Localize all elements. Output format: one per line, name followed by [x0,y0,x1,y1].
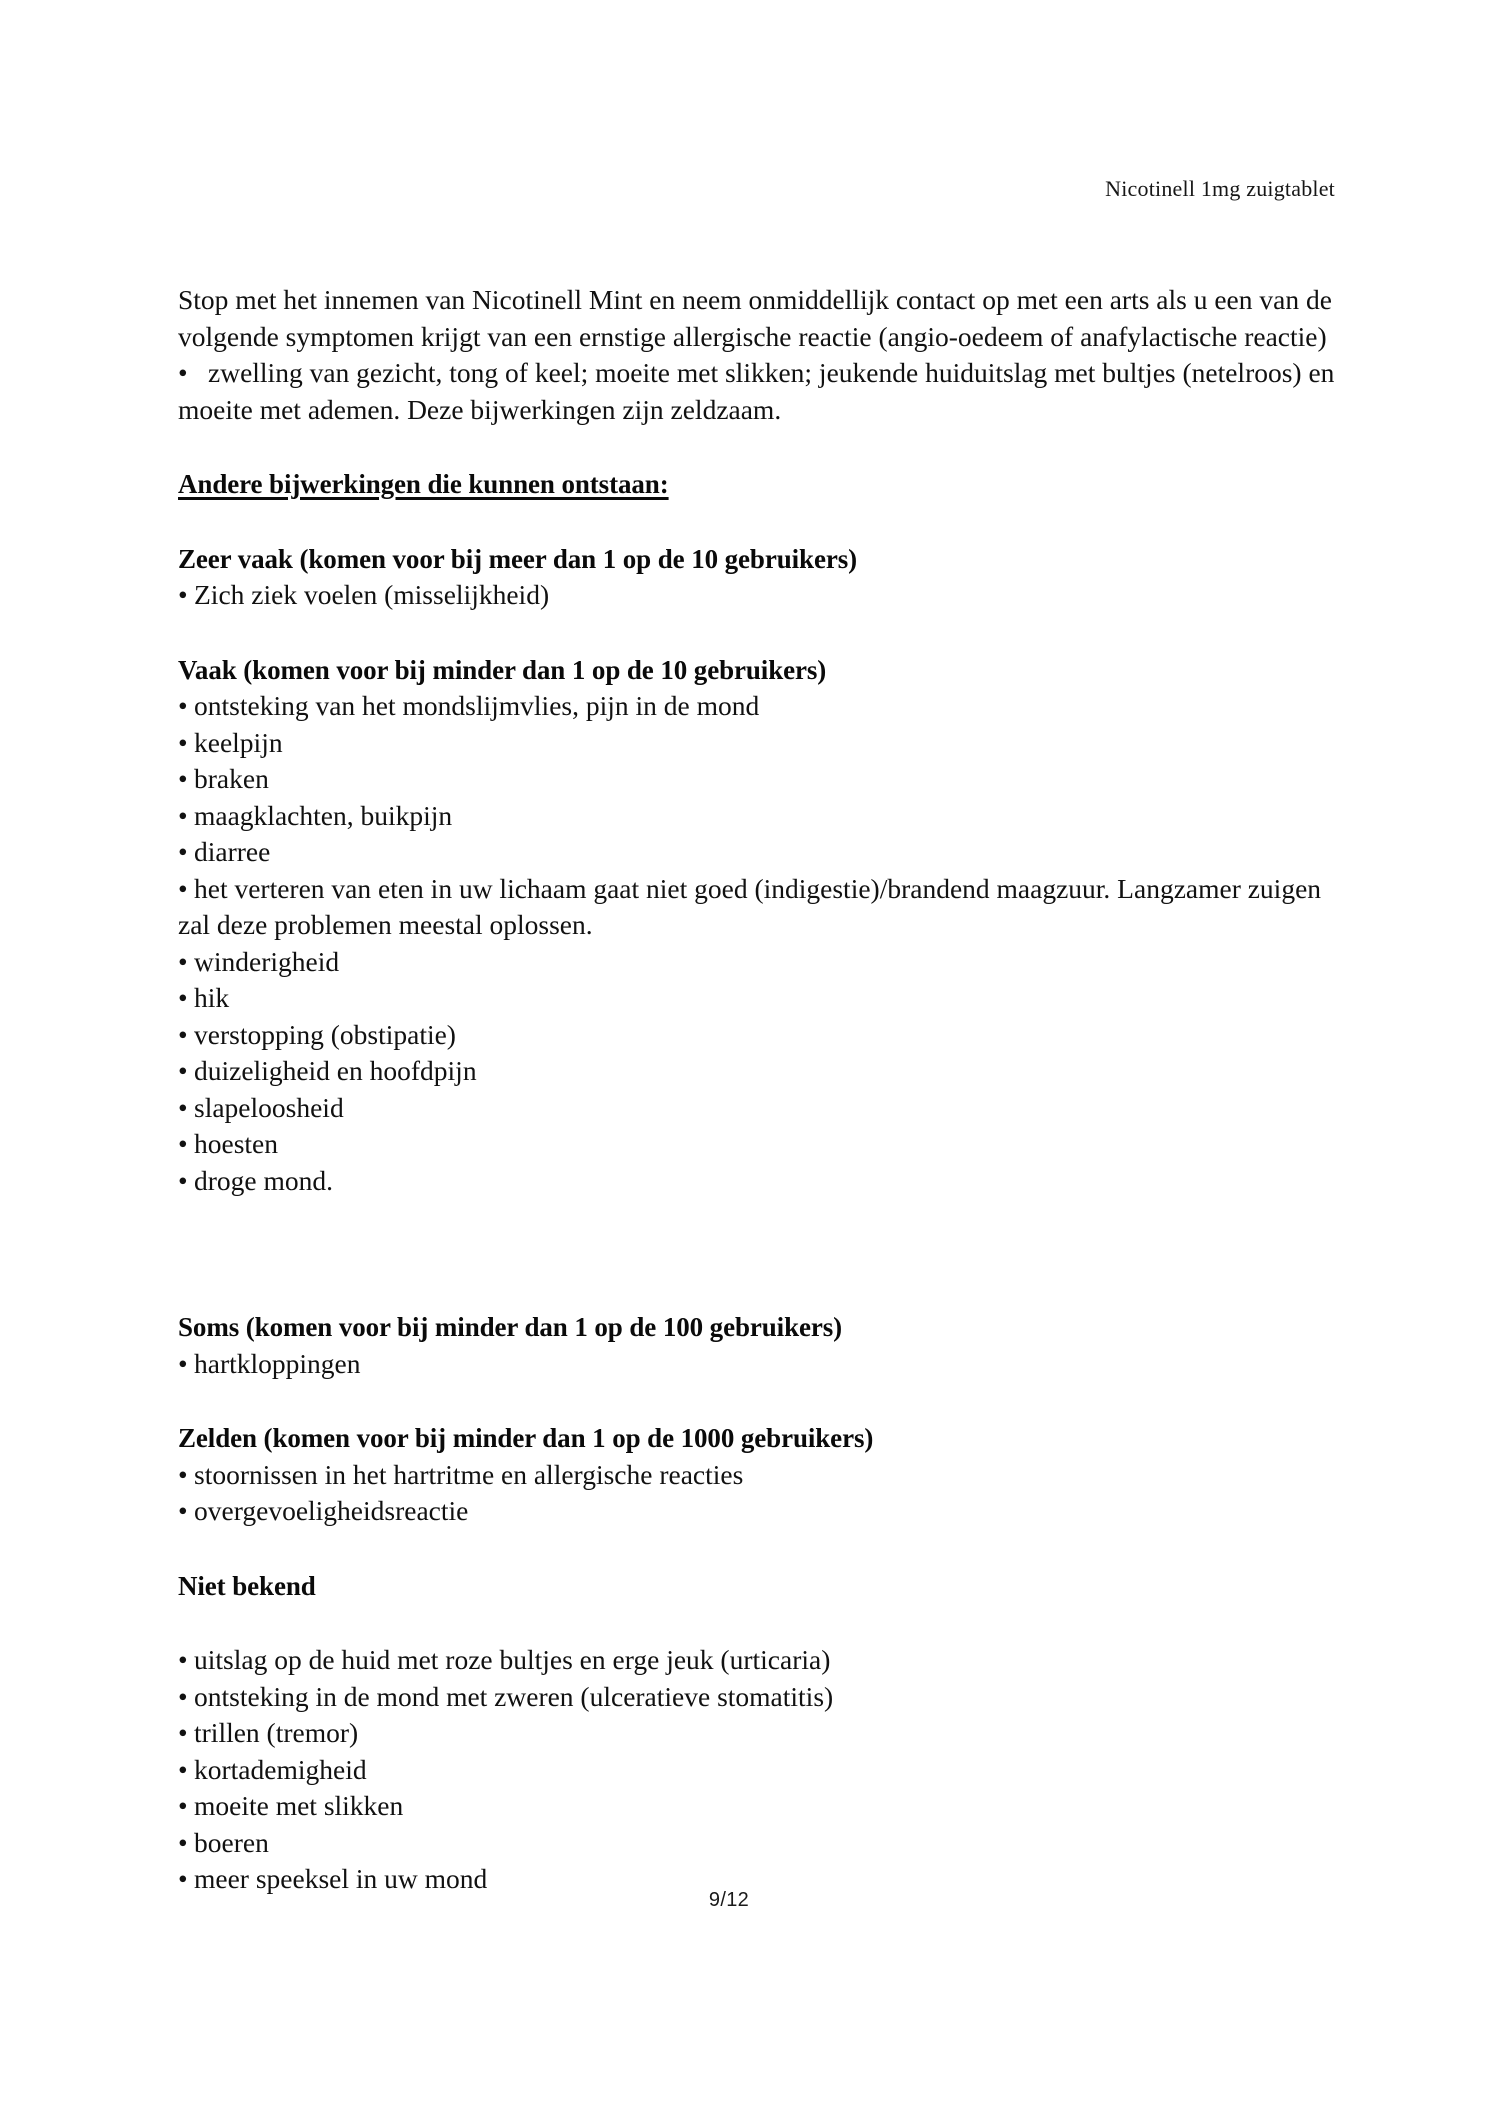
intro-bullet-text: zwelling van gezicht, tong of keel; moeite met slikken; jeukende huiduitslag met bultjes (netelroos) en moeite met ademen. Deze bijwerkingen zijn zeldzaam. [178,357,1335,425]
list-item [178,834,1338,871]
list-item [178,1493,1338,1530]
list-item-text: Zich ziek voelen (misselijkheid) [194,579,550,610]
bullet-glyph-icon: • [178,579,188,610]
bullet-glyph-icon: • [178,1458,188,1490]
list-item [178,1752,1338,1789]
list-item [178,725,1338,762]
list-item [178,1090,1338,1127]
list-item-text: het verteren van eten in uw lichaam gaat niet goed (indigestie)/brandend maagzuur. Langzamer zuigen zal deze problemen meestal oplossen. [178,872,1322,940]
bullet-glyph-icon: • [178,1091,188,1123]
list-item [178,1825,1338,1862]
list-item [178,871,1338,944]
bullet-glyph-icon: • [178,1164,188,1196]
bullet-glyph-icon: • [178,1128,188,1159]
list-item [178,980,1338,1017]
list-item [178,1053,1338,1090]
list-item-text: meer speeksel in uw mond [194,1863,488,1894]
section-heading-soms: Soms (komen voor bij minder dan 1 op de 100 gebruikers) [178,1312,843,1342]
bullet-glyph-icon: • [178,726,188,758]
intro-bullet-item [178,355,1338,428]
list-item-text: hartkloppingen [194,1347,361,1379]
section-heading-zeer-vaak: Zeer vaak (komen voor bij meer dan 1 op de 10 gebruikers) [178,543,858,574]
running-header: Nicotinell 1mg zuigtablet [1105,176,1335,201]
spacer [178,1199,1338,1309]
bullet-glyph-icon: • [178,690,188,721]
list-item [178,688,1338,725]
other-effects-heading: Andere bijwerkingen die kunnen ontstaan: [178,469,669,499]
bullet-glyph-icon: • [178,1495,188,1526]
list-item-text: slapeloosheid [194,1091,344,1123]
list-item [178,798,1338,835]
document-body [178,282,1338,1898]
bullet-glyph-icon: • [178,1055,188,1086]
section-list-soms [178,1346,1338,1383]
list-item-text: hoesten [194,1128,279,1159]
list-item-text: stoornissen in het hartritme en allergische reacties [194,1458,744,1490]
bullet-glyph-icon: • [178,1753,188,1785]
section-list-niet-bekend [178,1642,1338,1898]
list-item-text: droge mond. [194,1164,334,1196]
section-heading-zelden: Zelden (komen voor bij minder dan 1 op de 1000 gebruikers) [178,1423,874,1453]
bullet-glyph-icon: • [178,1644,188,1675]
intro-paragraph: Stop met het innemen van Nicotinell Mint en neem onmiddellijk contact op met een arts als u een van de volgende symptomen krijgt van een ernstige allergische reactie (angio-oedeem of anafylactische reactie) [178,284,1332,352]
list-item [178,1679,1338,1716]
spacer [178,1382,1338,1420]
section-list-zeer-vaak [178,577,1338,614]
list-item-text: winderigheid [194,945,340,977]
list-item-text: maagklachten, buikpijn [194,799,453,831]
list-item-text: keelpijn [194,726,283,758]
list-item [178,944,1338,981]
bullet-glyph-icon: • [178,1717,188,1748]
bullet-glyph-icon: • [178,1680,188,1712]
section-heading-niet-bekend: Niet bekend [178,1570,316,1601]
list-item-text: hik [194,982,230,1013]
bullet-glyph-icon: • [178,872,188,904]
spacer [178,1530,1338,1568]
list-item [178,1788,1338,1825]
list-item [178,1346,1338,1383]
bullet-glyph-icon: • [178,1826,188,1858]
bullet-glyph-icon: • [178,1863,188,1894]
page-footer [0,1889,1494,1912]
list-item [178,761,1338,798]
list-item-text: ontsteking in de mond met zweren (ulceratieve stomatitis) [194,1680,834,1712]
bullet-glyph-icon: • [178,763,188,794]
list-item-text: verstopping (obstipatie) [194,1018,456,1050]
list-item [178,1017,1338,1054]
spacer [178,614,1338,652]
bullet-glyph-icon: • [178,799,188,831]
list-item [178,577,1338,614]
bullet-glyph-icon: • [178,836,188,867]
bullet-glyph-icon: • [178,982,188,1013]
section-list-vaak [178,688,1338,1199]
bullet-glyph-icon: • [178,1347,188,1379]
list-item-text: diarree [194,836,271,867]
list-item [178,1163,1338,1200]
list-item-text: boeren [194,1826,269,1858]
list-item-text: duizeligheid en hoofdpijn [194,1055,477,1086]
list-item [178,1715,1338,1752]
list-item-text: overgevoeligheidsreactie [194,1495,469,1526]
list-item-text: kortademigheid [194,1753,367,1785]
bullet-glyph-icon: • [178,1790,188,1821]
bullet-glyph-icon: • [178,945,188,977]
list-item-text: moeite met slikken [194,1790,404,1821]
section-list-zelden [178,1457,1338,1530]
spacer [178,1604,1338,1642]
list-item [178,1642,1338,1679]
list-item-text: trillen (tremor) [194,1717,359,1748]
list-item [178,1457,1338,1494]
bullet-glyph-icon: • [178,357,188,388]
spacer [178,428,1338,466]
page-number: 9/12 [708,1889,750,1911]
bullet-glyph-icon: • [178,1018,188,1050]
list-item-text: braken [194,763,269,794]
list-item-text: uitslag op de huid met roze bultjes en erge jeuk (urticaria) [194,1644,831,1675]
spacer [178,503,1338,541]
list-item [178,1126,1338,1163]
section-heading-vaak: Vaak (komen voor bij minder dan 1 op de 10 gebruikers) [178,654,827,685]
list-item-text: ontsteking van het mondslijmvlies, pijn in de mond [194,690,760,721]
